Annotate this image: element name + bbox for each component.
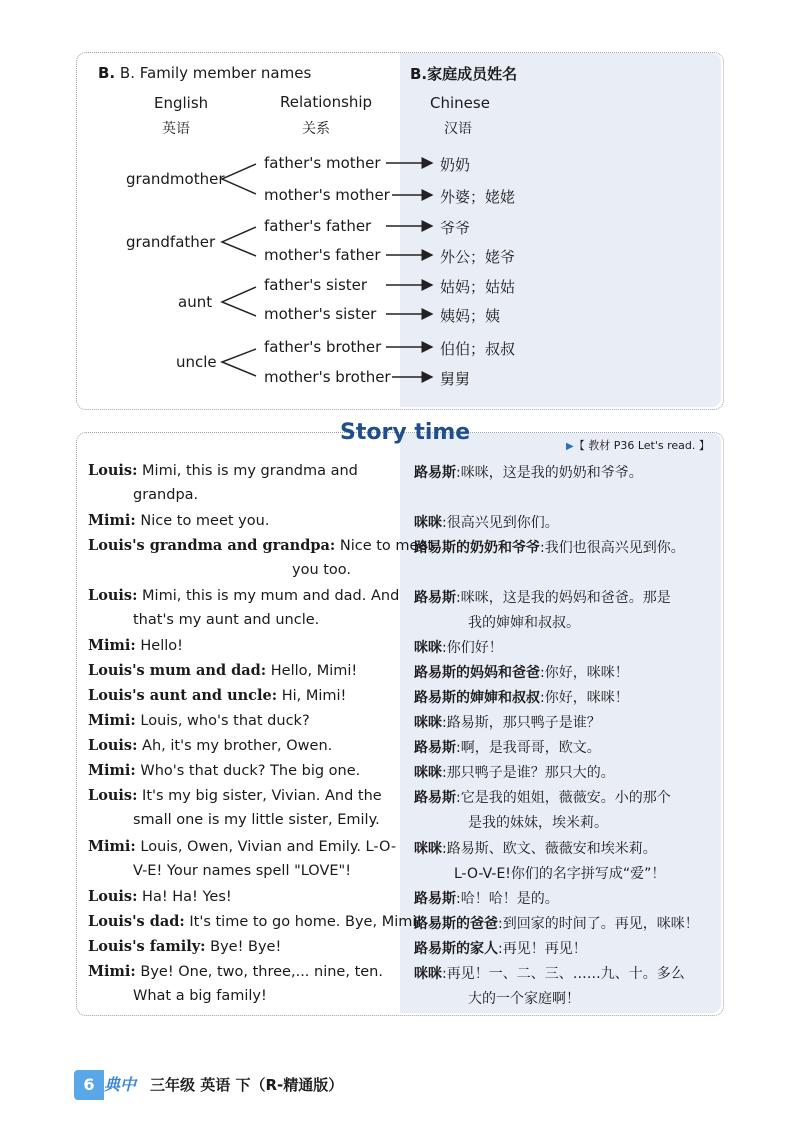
word-uncle: uncle [176, 353, 217, 371]
dialogue-text: It's time to go home. Bye, Mimi! [189, 914, 423, 930]
speaker-name-cn: 路易斯 [414, 740, 456, 756]
cn-grandfather-2: 外公；姥爷 [440, 248, 516, 266]
rel-grandmother-2: mother's mother [264, 186, 390, 204]
dialogue-text-cn-continued: 大的一个家庭啊！ [468, 991, 580, 1007]
cn-aunt-1: 姑妈；姑姑 [440, 278, 516, 296]
dialogue-chinese [414, 587, 671, 607]
dialogue-english [88, 963, 383, 980]
header-english-cn: 英语 [162, 121, 190, 137]
dialogue-text-cn-continued: 我的婶婶和叔叔。 [468, 615, 580, 631]
dialogue-text: Nice to meet you. [140, 513, 270, 529]
dialogue-text-cn: :它是我的姐姐，薇薇安。小的那个 [456, 790, 671, 806]
speaker-name-cn: 路易斯 [414, 790, 456, 806]
dialogue-english [88, 913, 422, 930]
dialogue-text-cn: :啊，是我哥哥，欧文。 [456, 740, 601, 756]
dialogue-english [88, 512, 269, 529]
section-b-title: B. B. Family member names [98, 64, 312, 82]
speaker-name-cn: 路易斯的家人 [414, 941, 498, 957]
page-number: 6 [74, 1070, 104, 1100]
speaker-name: Louis's aunt and uncle: [88, 687, 278, 704]
dialogue-text-cn: :再见！再见！ [498, 941, 587, 957]
speaker-name-cn: 路易斯 [414, 590, 456, 606]
dialogue-text-cn: :到回家的时间了。再见，咪咪！ [498, 916, 699, 932]
dialogue-chinese [414, 787, 671, 807]
dialogue-chinese [414, 712, 601, 732]
speaker-name-cn: 路易斯的奶奶和爷爷 [414, 540, 540, 556]
speaker-name: Louis's dad: [88, 913, 185, 930]
dialogue-text: Nice to meet [339, 538, 434, 554]
speaker-name: Mimi: [88, 712, 136, 729]
speaker-name-cn: 路易斯 [414, 891, 456, 907]
dialogue-chinese [414, 512, 559, 532]
dialogue-text: Hi, Mimi! [281, 688, 347, 704]
rel-aunt-2: mother's sister [264, 305, 377, 323]
dialogue-text-cn: :路易斯，那只鸭子是谁？ [442, 715, 601, 731]
speaker-name-cn: 路易斯的妈妈和爸爸 [414, 665, 540, 681]
dialogue-english [88, 712, 310, 729]
dialogue-text-cn: :咪咪，这是我的妈妈和爸爸。那是 [456, 590, 671, 606]
cn-aunt-2: 姨妈；姨 [440, 307, 501, 325]
cn-uncle-2: 舅舅 [440, 370, 471, 388]
dialogue-chinese [414, 637, 503, 657]
speaker-name: Louis's family: [88, 938, 206, 955]
dialogue-text: Mimi, this is my grandma and [142, 463, 358, 479]
header-chinese-cn: 汉语 [444, 121, 472, 137]
speaker-name: Louis: [88, 462, 138, 479]
rel-grandfather-1: father's father [264, 217, 372, 235]
dialogue-text: Hello! [140, 638, 183, 654]
dialogue-chinese [414, 762, 615, 782]
speaker-name: Louis: [88, 787, 138, 804]
speaker-name: Louis's mum and dad: [88, 662, 267, 679]
speaker-name: Louis: [88, 587, 138, 604]
speaker-name: Louis: [88, 888, 138, 905]
speaker-name-cn: 咪咪 [414, 765, 442, 781]
brand-logo: 典中 [104, 1075, 137, 1094]
dialogue-text-cn-continued: 是我的妹妹，埃米莉。 [468, 815, 608, 831]
cn-grandmother-2: 外婆；姥姥 [440, 188, 516, 206]
dialogue-text: Bye! Bye! [210, 939, 282, 955]
dialogue-text: Who's that duck? The big one. [140, 763, 361, 779]
branch-grandmother [222, 164, 256, 194]
dialogue-chinese [414, 662, 629, 682]
dialogue-text-continued: small one is my little sister, Emily. [133, 812, 380, 828]
speaker-name: Mimi: [88, 963, 136, 980]
speaker-name-cn: 咪咪 [414, 966, 442, 982]
dialogue-text: Mimi, this is my mum and dad. And [142, 588, 400, 604]
speaker-name-cn: 路易斯的婶婶和叔叔 [414, 690, 540, 706]
speaker-name-cn: 路易斯的爸爸 [414, 916, 498, 932]
speaker-name: Mimi: [88, 637, 136, 654]
dialogue-text: Ah, it's my brother, Owen. [142, 738, 333, 754]
branch-aunt [222, 287, 256, 316]
dialogue-text-cn: :你好，咪咪！ [540, 665, 629, 681]
dialogue-english [88, 587, 399, 604]
dialogue-text: Bye! One, two, three,... nine, ten. [140, 964, 383, 980]
section-b-title-cn: B.家庭成员姓名 [410, 65, 518, 83]
rel-uncle-1: father's brother [264, 338, 382, 356]
dialogue-text-cn: :你好，咪咪！ [540, 690, 629, 706]
dialogue-text-cn: :很高兴见到你们。 [442, 515, 559, 531]
dialogue-text: It's my big sister, Vivian. And the [142, 788, 382, 804]
dialogue-chinese [414, 687, 629, 707]
dialogue-english [88, 787, 382, 804]
cn-grandmother-1: 奶奶 [440, 156, 471, 174]
book-title: 三年级 英语 下（R-精通版） [150, 1076, 344, 1094]
word-aunt: aunt [178, 293, 213, 311]
dialogue-text-continued: grandpa. [133, 487, 199, 503]
dialogue-text-cn: :那只鸭子是谁？那只大的。 [442, 765, 615, 781]
dialogue-text-cn: :咪咪，这是我的奶奶和爷爷。 [456, 465, 643, 481]
dialogue-text-cn: :我们也很高兴见到你。 [540, 540, 685, 556]
dialogue-text-continued: that's my aunt and uncle. [133, 612, 320, 628]
dialogue-chinese [414, 537, 685, 557]
speaker-name-cn: 咪咪 [414, 640, 442, 656]
dialogue-text-cn: :你们好！ [442, 640, 503, 656]
branch-uncle [222, 349, 256, 376]
cn-uncle-1: 伯伯；叔叔 [440, 340, 516, 358]
dialogue-chinese [414, 838, 657, 858]
dialogue-english [88, 687, 346, 704]
speaker-name: Louis: [88, 737, 138, 754]
dialogue-text: Louis, who's that duck? [140, 713, 310, 729]
speaker-name: Mimi: [88, 762, 136, 779]
speaker-name-cn: 咪咪 [414, 841, 442, 857]
rel-grandfather-2: mother's father [264, 246, 381, 264]
dialogue-english [88, 762, 360, 779]
dialogue-chinese [414, 462, 643, 482]
rel-grandmother-1: father's mother [264, 154, 381, 172]
dialogue-chinese [414, 913, 699, 933]
dialogue-text: Ha! Ha! Yes! [142, 889, 232, 905]
dialogue-text-continued: you too. [292, 562, 352, 578]
cn-grandfather-1: 爷爷 [440, 219, 471, 237]
dialogue-text-cn: :哈！哈！是的。 [456, 891, 559, 907]
dialogue-english [88, 938, 281, 955]
dialogue-text-cn: :路易斯、欧文、薇薇安和埃米莉。 [442, 841, 657, 857]
dialogue-english [88, 838, 396, 855]
dialogue-text-continued: V-E! Your names spell "LOVE"! [133, 863, 352, 879]
dialogue-chinese [414, 938, 587, 958]
textbook-reference: ▶【 教材 P36 Let's read. 】 [566, 439, 710, 452]
dialogue-english [88, 662, 357, 679]
dialogue-chinese [414, 963, 685, 983]
dialogue-text-cn-continued: L-O-V-E!你们的名字拼写成“爱”！ [454, 866, 666, 882]
dialogue-text-continued: What a big family! [133, 988, 267, 1004]
branch-grandfather [222, 227, 256, 256]
dialogue-text: Hello, Mimi! [270, 663, 358, 679]
header-english: English [154, 94, 209, 112]
dialogue-english [88, 637, 183, 654]
dialogue-english [88, 888, 232, 905]
header-chinese: Chinese [430, 94, 490, 112]
dialogue-english [88, 537, 433, 554]
dialogue-chinese [414, 888, 559, 908]
dialogue-english [88, 462, 358, 479]
speaker-name-cn: 咪咪 [414, 715, 442, 731]
speaker-name: Mimi: [88, 838, 136, 855]
speaker-name-cn: 路易斯 [414, 465, 456, 481]
header-relationship-cn: 关系 [302, 121, 330, 137]
speaker-name: Mimi: [88, 512, 136, 529]
dialogue-chinese [414, 737, 601, 757]
word-grandfather: grandfather [126, 233, 216, 251]
story-title: Story time [340, 420, 471, 445]
speaker-name-cn: 咪咪 [414, 515, 442, 531]
header-relationship: Relationship [280, 93, 373, 111]
dialogue-english [88, 737, 332, 754]
word-grandmother: grandmother [126, 170, 225, 188]
rel-uncle-2: mother's brother [264, 368, 391, 386]
speaker-name: Louis's grandma and grandpa: [88, 537, 336, 554]
dialogue-text: Louis, Owen, Vivian and Emily. L-O- [140, 839, 397, 855]
rel-aunt-1: father's sister [264, 276, 368, 294]
dialogue-text-cn: :再见！一、二、三、……九、十。多么 [442, 966, 685, 982]
play-triangle-icon: ▶ [566, 441, 574, 452]
